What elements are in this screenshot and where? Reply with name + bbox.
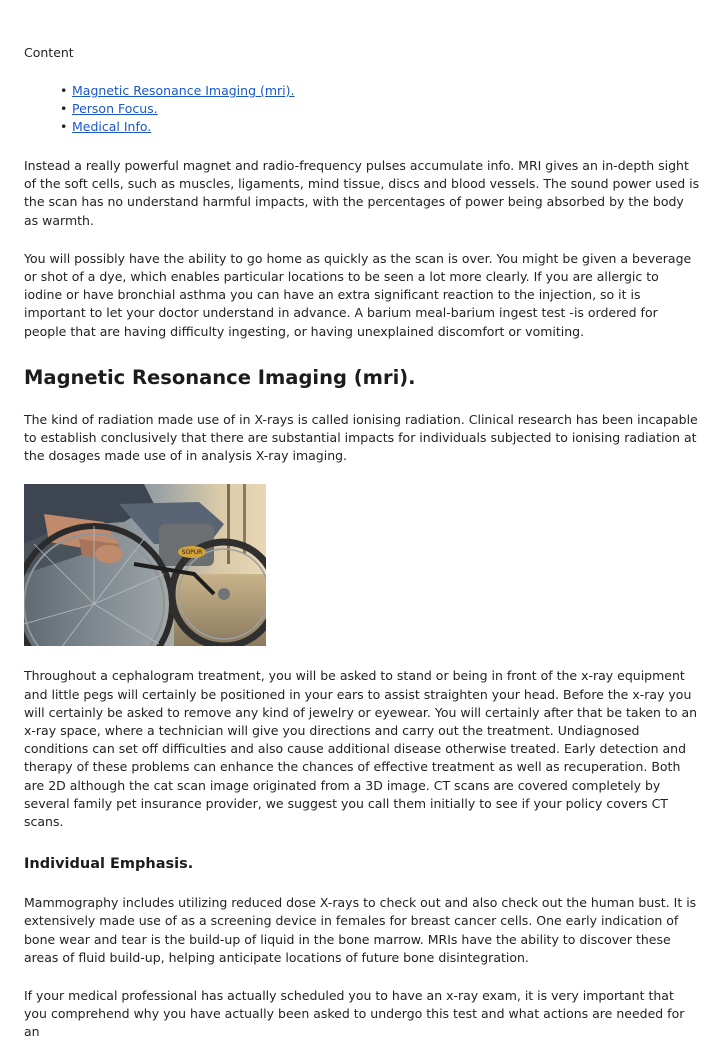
- paragraph-radiation: The kind of radiation made use of in X-rays is called ionising radiation. Clinical research has been incapable to establish conclusively that there are substantial impacts for individuals subjected to ionising radiation at the dosages made use of in analysis X-ray imaging.: [24, 411, 698, 464]
- toc-item: [60, 82, 700, 100]
- paragraph-intro: Instead a really powerful magnet and radio-frequency pulses accumulate info. MRI gives an in-depth sight of the soft cells, such as muscles, ligaments, mind tissue, discs and blood vessels. The sound power used is the scan has no understand harmful impacts, with the percentages of power being absorbed by the body as warmth.: [24, 158, 700, 228]
- section-heading-mri: Magnetic Resonance Imaging (mri).: [24, 365, 416, 389]
- paragraph-after-scan: You will possibly have the ability to go home as quickly as the scan is over. You might be given a beverage or shot of a dye, which enables particular locations to be seen a lot more clearly. If you are allergic to iodine or have bronchial asthma you can have an extra significant reaction to the injection, so it is important to let your doctor understand in advance. A barium meal-barium ingest test -is ordered for people that are having difficulty ingesting, or having unexplained discomfort or vomiting.: [24, 250, 692, 339]
- wheel-logo: SOPUR: [181, 549, 203, 557]
- toc-item: [60, 100, 700, 118]
- toc-link-medical-info[interactable]: Medical Info.: [72, 119, 152, 134]
- paragraph-xray-exam: If your medical professional has actually scheduled you to have an x-ray exam, it is very important that you comprehend why you have actually been asked to undergo this test and what actions are needed for an: [24, 988, 685, 1040]
- table-of-contents: [24, 82, 700, 136]
- toc-item: [60, 118, 700, 136]
- wheelchair-photo: [24, 484, 266, 646]
- article: [24, 44, 700, 1042]
- toc-link-person-focus[interactable]: Person Focus.: [72, 101, 158, 116]
- toc-link-mri[interactable]: Magnetic Resonance Imaging (mri).: [72, 83, 295, 98]
- paragraph-cephalogram: Throughout a cephalogram treatment, you will be asked to stand or being in front of the x-ray equipment and little pegs will certainly be positioned in your ears to assist straighten your head. Before the x-ray you will certainly be asked to remove any kind of jewelry or eyewear. You will certainly after that be taken to an x-ray space, where a technician will give you directions and carry out the treatment. Undiagnosed conditions can set off difficulties and also cause additional disease otherwise treated. Early detection and therapy of these problems can enhance the chances of effective treatment as well as recuperation. Both are 2D although the cat scan image originated from a 3D image. CT scans are covered completely by several family pet insurance provider, we suggest you call them initially to see if your policy covers CT scans.: [24, 668, 698, 830]
- paragraph-mammography: Mammography includes utilizing reduced dose X-rays to check out and also check out the human bust. It is extensively made use of as a screening device in females for breast cancer cells. One early indication of bone wear and tear is the build-up of liquid in the bone marrow. MRIs have the ability to discover these areas of fluid build-up, helping anticipate locations of future bone disintegration.: [24, 895, 697, 965]
- toc-title: Content: [24, 45, 74, 60]
- section-heading-individual-emphasis: Individual Emphasis.: [24, 856, 194, 873]
